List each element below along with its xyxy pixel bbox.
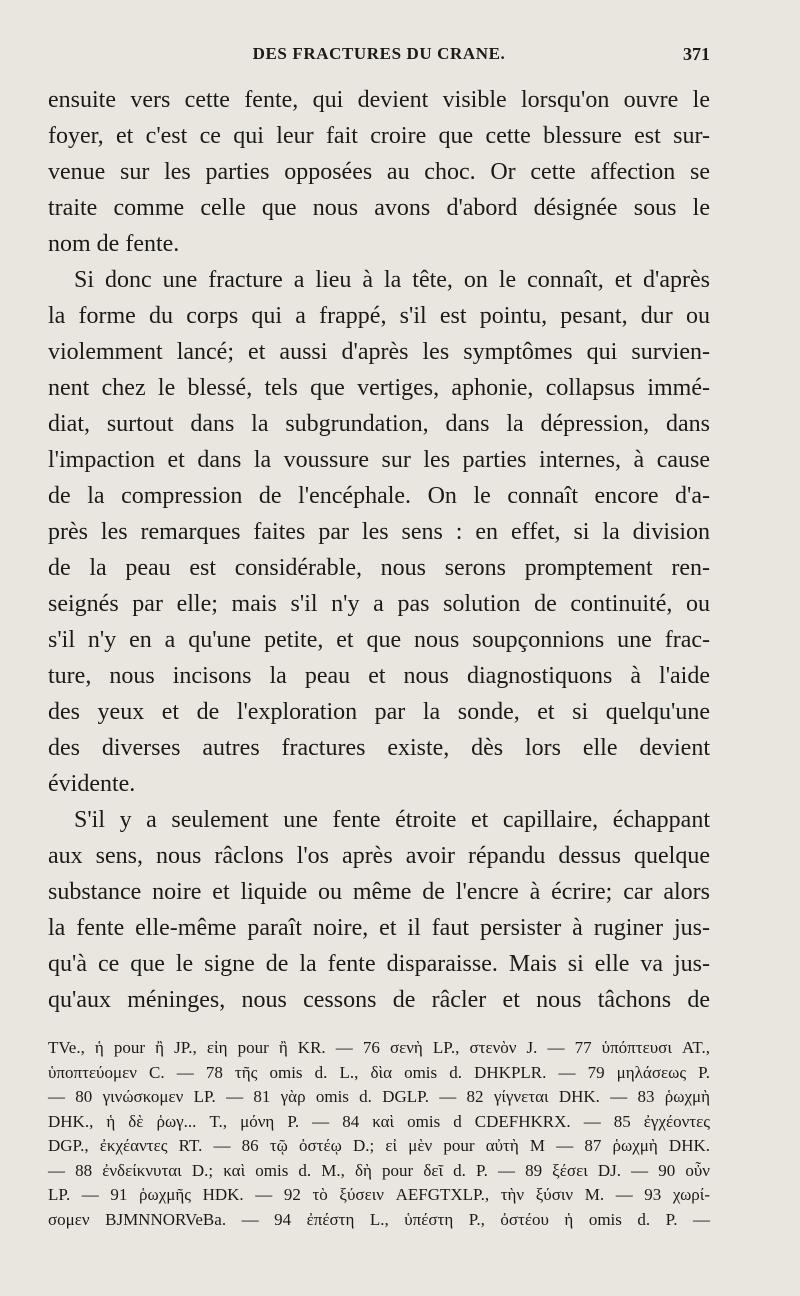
footnote-line: TVe., ἡ pour ἢ JP., εἰη pour ἢ KR. — 76 σενὴ LP., στενὸν J. — 77 ὑπόπτευσι AT., [48,1038,710,1057]
page-header [48,44,710,76]
text-line: ensuite vers cette fente, qui devient visible lorsqu'on ouvre le [48,87,710,113]
text-line: des diverses autres fractures existe, dès lors elle devient [48,735,710,761]
text-line: aux sens, nous râclons l'os après avoir répandu dessus quelque [48,843,710,869]
text-line: seignés par elle; mais s'il n'y a pas solution de continuité, ou [48,591,710,617]
text-line: nom de fente. [48,231,180,257]
text-line: la fente elle-même paraît noire, et il faut persister à ruginer jus- [48,915,710,941]
footnote-line: ὑποπτεύομεν C. — 78 τῆς omis d. L., δὶα omis d. DHKPLR. — 79 μηλάσεως P. [48,1062,710,1082]
text-line: qu'aux méninges, nous cessons de râcler et nous tâchons de [48,987,710,1013]
text-line: ture, nous incisons la peau et nous diagnostiquons à l'aide [48,663,710,689]
text-line: s'il n'y en a qu'une petite, et que nous soupçonnions une frac- [48,627,710,653]
text-line: foyer, et c'est ce qui leur fait croire que cette blessure est sur- [48,123,710,149]
text-line: de la peau est considérable, nous serons promptement ren- [48,555,710,581]
body-text [48,82,710,1018]
footnote-line: DGP., ἐκχέαντες RT. — 86 τῷ ὀστέῳ D.; εἰ μὲν pour αὐτὴ M — 87 ῥωχμὴ DHK. [48,1136,710,1155]
footnote-line: — 88 ἐνδείκνυται D.; καὶ omis d. M., δὴ pour δεῖ d. P. — 89 ξέσει DJ. — 90 οὖν [48,1160,710,1180]
footnote-line: — 80 γινώσκομεν LP. — 81 γὰρ omis d. DGLP. — 82 γίγνεται DHK. — 83 ῥωχμὴ [48,1087,710,1106]
text-line: substance noire et liquide ou même de l'encre à écrire; car alors [48,879,710,905]
footnote-line: DHK., ἡ δὲ ῥωγ... T., μόνη P. — 84 καὶ omis d CDEFHKRX. — 85 ἐγχέοντες [48,1111,710,1131]
text-line: l'impaction et dans la voussure sur les parties internes, à cause [48,447,710,473]
text-line: près les remarques faites par les sens : en effet, si la division [48,519,710,545]
text-line: évidente. [48,771,136,797]
text-line: la forme du corps qui a frappé, s'il est pointu, pesant, dur ou [48,303,710,329]
text-line: S'il y a seulement une fente étroite et capillaire, échappant [74,807,710,833]
footnotes [48,1036,710,1232]
text-line: des yeux et de l'exploration par la sonde, et si quelqu'une [48,699,710,725]
text-line: diat, surtout dans la subgrundation, dans la dépression, dans [48,411,710,437]
text-line: violemment lancé; et aussi d'après les symptômes qui survien- [48,339,710,365]
running-title: DES FRACTURES DU CRANE. [252,44,506,63]
text-line: de la compression de l'encéphale. On le connaît encore d'a- [48,483,710,509]
text-line: venue sur les parties opposées au choc. Or cette affection se [48,159,710,185]
text-line: qu'à ce que le signe de la fente disparaisse. Mais si elle va jus- [48,951,710,977]
footnote-line: LP. — 91 ῥωχμῆς HDK. — 92 τὸ ξύσειν AEFGTXLP., τὴν ξύσιν M. — 93 χωρί- [48,1185,710,1204]
page-number: 371 [683,44,710,64]
text-line: nent chez le blessé, tels que vertiges, aphonie, collapsus immé- [48,375,710,401]
footnote-line: σομεν BJMNNORVeBa. — 94 ἐπέστη L., ὑπέστη P., ὀστέου ἡ omis d. P. — [48,1209,710,1229]
text-line: Si donc une fracture a lieu à la tête, on le connaît, et d'après [74,267,710,293]
text-line: traite comme celle que nous avons d'abord désignée sous le [48,195,710,221]
